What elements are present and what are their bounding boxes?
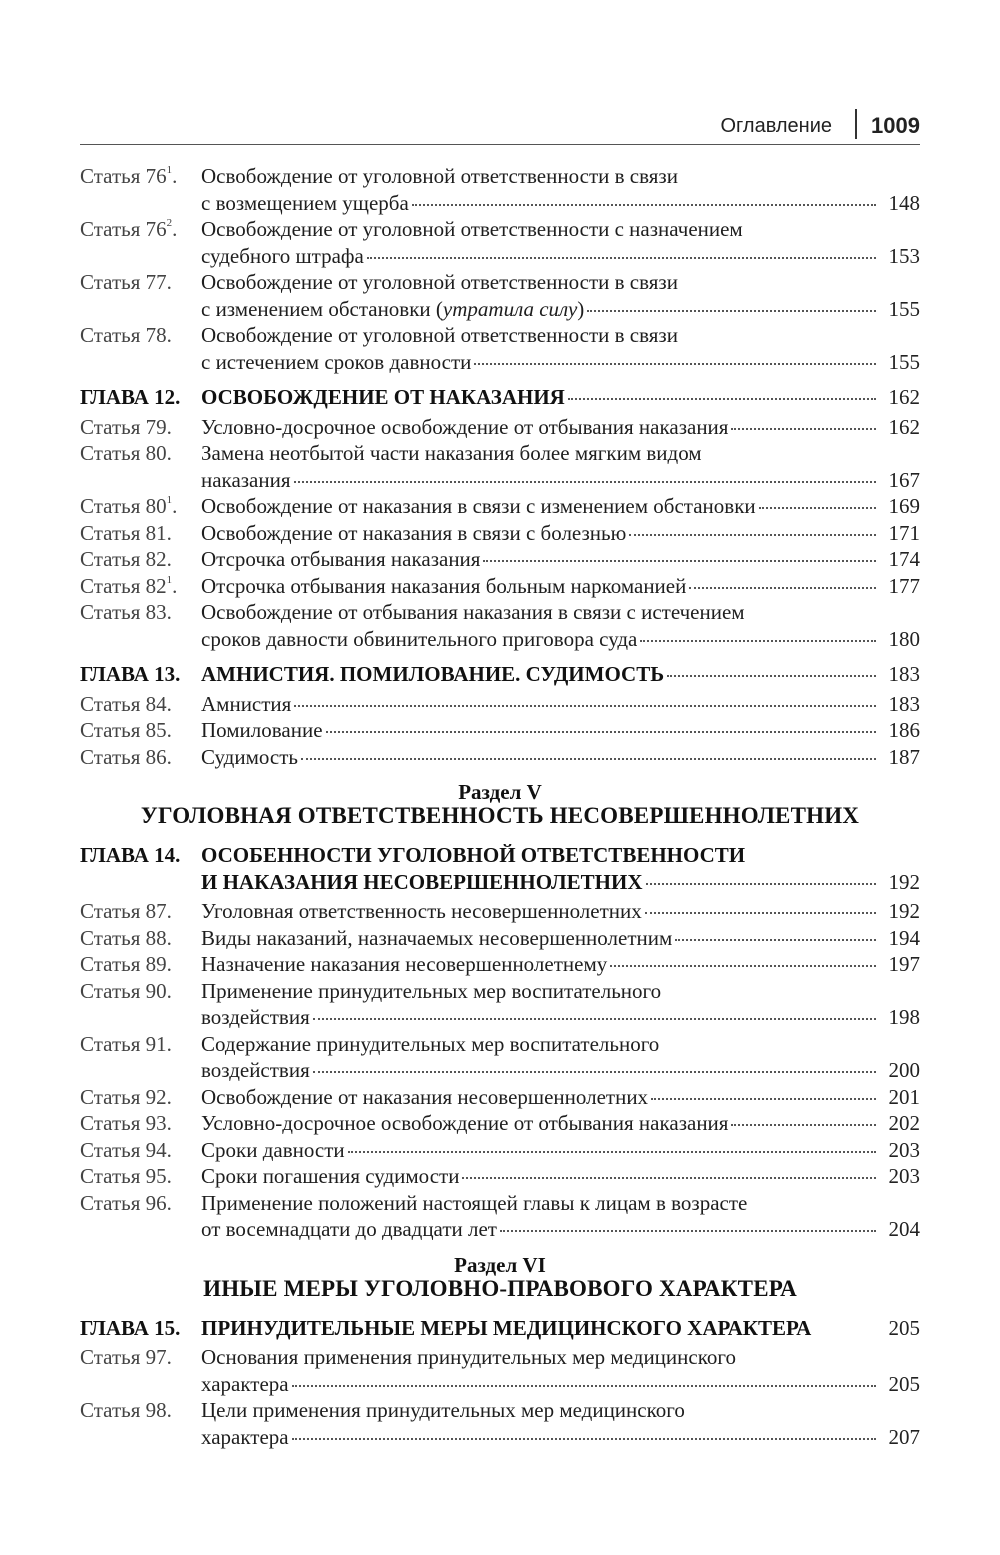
entry-title [201,440,920,493]
entry-title-last-line [201,1004,920,1031]
dot-leader [645,911,876,914]
page-number: 203 [888,1137,920,1162]
dot-leader [689,586,876,589]
entry-title-last-line [201,626,920,653]
article-label: Статья 98. [80,1398,172,1422]
article-label: Статья 81. [80,520,172,545]
article-label: Статья 96. [80,1190,172,1215]
article-label: Статья 80. [80,441,172,465]
page-number: 202 [888,1111,920,1135]
article-label: Статья 95. [80,1164,172,1188]
page-number: 192 [888,899,920,923]
entry-title [201,691,920,718]
toc-article[interactable] [80,520,920,547]
page-number: 200 [888,1058,920,1082]
dot-leader [313,1070,876,1073]
section-heading [40,1253,960,1301]
page-number: 153 [888,243,920,268]
entry-title [201,269,920,322]
page-number: 183 [888,691,920,716]
dot-leader [675,938,876,941]
dot-leader [651,1097,876,1100]
article-label: Статья 90. [80,978,172,1003]
toc-article[interactable] [80,1163,920,1190]
entry-title-text: с изменением обстановки (утратила силу) [201,296,585,321]
entry-title-last-line [201,520,920,547]
toc-article[interactable] [80,269,920,322]
article-label: Статья 93. [80,1111,172,1135]
entry-title-last-line [201,1057,920,1084]
entry-title-last-line [201,414,920,441]
dot-leader [731,1123,876,1126]
page-number: 162 [888,385,920,409]
entry-title-last-line [201,190,920,217]
entry-title [201,842,920,895]
article-label: Статья 85. [80,718,172,742]
toc-article[interactable] [80,1110,920,1137]
article-label: Статья 84. [80,691,172,716]
page-number: 192 [888,869,920,894]
toc-article[interactable] [80,691,920,718]
page-number: 180 [888,626,920,651]
entry-title-text: Условно-досрочное освобождение от отбывания наказания [201,414,729,439]
entry-title-text: Условно-досрочное освобождение от отбывания наказания [201,1111,729,1135]
entry-title [201,322,920,375]
toc-chapter[interactable] [80,661,920,688]
chapter-label: ГЛАВА 14. [80,843,181,867]
article-label: Статья 79. [80,414,172,439]
entry-title-text: характера [201,1424,289,1449]
dot-leader [292,1384,876,1387]
article-label: Статья 91. [80,1031,172,1056]
article-label: Статья 86. [80,744,172,769]
toc-article[interactable] [80,951,920,978]
entry-title [201,599,920,652]
page-number: 174 [888,547,920,571]
entry-title-last-line [201,1371,920,1398]
chapter-label: ГЛАВА 13. [80,662,181,686]
article-label: Статья 77. [80,270,172,294]
entry-title-last-line [201,493,920,520]
entry-title [201,573,920,600]
page-number: 201 [888,1084,920,1109]
toc-chapter[interactable] [80,842,920,895]
entry-title-last-line [201,349,920,376]
toc-article[interactable] [80,440,920,493]
toc-chapter[interactable] [80,384,920,411]
page-number: 205 [888,1371,920,1396]
entry-title-line: Основания применения принудительных мер медицинского [201,1345,736,1369]
entry-title [201,1137,920,1164]
entry-title-line: ОСОБЕННОСТИ УГОЛОВНОЙ ОТВЕТСТВЕННОСТИ [201,843,746,867]
toc-article[interactable] [80,414,920,441]
dot-leader [610,964,876,967]
toc-article[interactable] [80,599,920,652]
dot-leader [640,639,876,642]
entry-title-last-line [201,898,920,925]
dot-leader [294,704,876,707]
entry-title-last-line [201,869,920,896]
entry-title-last-line [201,1163,920,1190]
article-label: Статья 94. [80,1137,172,1162]
toc-article[interactable] [80,546,920,573]
entry-title-last-line [201,925,920,952]
entry-title-last-line [201,1084,920,1111]
entry-title [201,717,920,744]
page-number: 186 [888,718,920,742]
page-number: 155 [888,296,920,321]
entry-title-text: И НАКАЗАНИЯ НЕСОВЕРШЕННОЛЕТНИХ [201,869,643,894]
entry-title [201,951,920,978]
section-number: Раздел VI [454,1252,546,1277]
entry-title [201,661,920,688]
entry-title-last-line [201,296,920,323]
entry-title-text: судебного штрафа [201,243,364,268]
entry-title-line: Содержание принудительных мер воспитательного [201,1031,660,1056]
article-label: Статья 89. [80,952,172,976]
dot-leader [587,309,876,312]
entry-title-last-line [201,546,920,573]
dot-leader [759,506,876,509]
entry-title-last-line [201,1216,920,1243]
entry-title-text: АМНИСТИЯ. ПОМИЛОВАНИЕ. СУДИМОСТЬ [201,662,665,686]
entry-title-text: Уголовная ответственность несовершеннолетних [201,899,642,923]
entry-title-text: с истечением сроков давности [201,349,472,374]
dot-leader [412,203,876,206]
entry-title [201,744,920,771]
page-number: 205 [888,1315,920,1340]
page-number: 171 [888,520,920,545]
entry-title [201,925,920,952]
entry-title-last-line [201,467,920,494]
toc-article[interactable] [80,322,920,375]
entry-title [201,216,920,269]
entry-title-text: Отсрочка отбывания наказания больным наркоманией [201,573,687,598]
page-number: 162 [888,414,920,439]
dot-leader [326,730,876,733]
entry-title-line: Применение положений настоящей главы к лицам в возрасте [201,1190,748,1215]
entry-title [201,163,920,216]
entry-title-text: характера [201,1371,289,1396]
entry-title-last-line [201,717,920,744]
entry-title-text: Освобождение от наказания в связи с изменением обстановки [201,494,756,518]
article-label: Статья $80^1$. [80,494,178,518]
article-label: Статья 88. [80,925,172,950]
article-label: Статья 78. [80,323,172,347]
chapter-label: ГЛАВА 12. [80,385,181,409]
entry-title-line: Освобождение от отбывания наказания в связи с истечением [201,600,745,624]
entry-title [201,546,920,573]
article-label: Статья $76^1$. [80,164,178,188]
section-heading [40,780,960,828]
toc-article[interactable] [80,1031,920,1084]
entry-title [201,1110,920,1137]
article-label: Статья $76^2$. [80,217,178,241]
entry-title-line: Освобождение от уголовной ответственности в связи [201,270,678,294]
dot-leader [814,1330,876,1331]
chapter-label: ГЛАВА 15. [80,1315,181,1340]
page-number: 183 [888,662,920,686]
entry-title-last-line [201,1137,920,1164]
dot-leader [629,533,876,536]
page-number: 197 [888,952,920,976]
table-of-contents [80,163,920,1450]
page-number: 167 [888,467,920,492]
page-number: 207 [888,1424,920,1449]
page-number: 177 [888,573,920,598]
toc-article[interactable] [80,163,920,216]
header-rule [80,144,920,145]
dot-leader [483,559,876,562]
dot-leader [474,362,876,365]
entry-title-line: Освобождение от уголовной ответственности в связи [201,323,678,347]
header-page-number: 1009 [871,113,920,138]
entry-title [201,493,920,520]
entry-title-text: сроков давности обвинительного приговора суда [201,626,638,651]
page-number: 204 [888,1217,920,1241]
entry-title [201,1315,920,1342]
dot-leader [313,1017,876,1020]
entry-title-last-line [201,951,920,978]
dot-leader [348,1150,876,1153]
toc-article[interactable] [80,573,920,600]
toc-article[interactable] [80,1137,920,1164]
entry-title-last-line [201,384,920,411]
toc-article[interactable] [80,744,920,771]
toc-article[interactable] [80,1084,920,1111]
article-label: Статья 97. [80,1345,172,1369]
toc-article[interactable] [80,1190,920,1243]
entry-title-text: Освобождение от наказания несовершеннолетних [201,1084,649,1109]
entry-title [201,414,920,441]
entry-title-text: воздействия [201,1058,310,1082]
page-number: 187 [888,744,920,769]
entry-title-last-line [201,573,920,600]
article-label: Статья 83. [80,600,172,624]
entry-title-line: Применение принудительных мер воспитательного [201,978,662,1003]
page-number: 169 [888,494,920,518]
page-number: 198 [888,1005,920,1029]
entry-title-last-line [201,243,920,270]
dot-leader [667,674,876,677]
entry-title-text: Отсрочка отбывания наказания [201,547,481,571]
entry-title-line: Освобождение от уголовной ответственности с назначением [201,217,743,241]
entry-title-text: наказания [201,467,291,492]
dot-leader [500,1229,876,1232]
entry-title-last-line [201,1110,920,1137]
toc-chapter[interactable] [80,1315,920,1342]
page-number: 203 [888,1164,920,1188]
article-label: Статья 87. [80,899,172,923]
dot-leader [294,480,876,483]
entry-title [201,384,920,411]
article-label: Статья 82. [80,547,172,571]
toc-article[interactable] [80,1344,920,1397]
dot-leader [646,882,877,885]
entry-title-text: Сроки давности [201,1137,345,1162]
toc-article[interactable] [80,493,920,520]
entry-title-text: от восемнадцати до двадцати лет [201,1217,497,1241]
toc-article[interactable] [80,216,920,269]
dot-leader [301,757,876,760]
entry-title-text: Виды наказаний, назначаемых несовершеннолетним [201,925,673,950]
entry-title [201,1397,920,1450]
entry-title [201,1163,920,1190]
section-name: УГОЛОВНАЯ ОТВЕТСТВЕННОСТЬ НЕСОВЕРШЕННОЛЕТНИХ [140,803,860,828]
entry-title-text: ПРИНУДИТЕЛЬНЫЕ МЕРЫ МЕДИЦИНСКОГО ХАРАКТЕРА [201,1315,812,1340]
toc-article[interactable] [80,978,920,1031]
page-number: 194 [888,925,920,950]
entry-title-last-line [201,691,920,718]
toc-article[interactable] [80,1397,920,1450]
entry-title [201,978,920,1031]
entry-title-line: Цели применения принудительных мер медицинского [201,1398,685,1422]
dot-leader [462,1176,876,1179]
dot-leader [731,427,876,430]
dot-leader [568,397,876,400]
entry-title [201,1084,920,1111]
entry-title-text: Судимость [201,744,298,769]
entry-title [201,520,920,547]
section-number: Раздел V [458,780,542,804]
entry-title-text: Амнистия [201,691,292,716]
article-label: Статья 92. [80,1084,172,1109]
page-number: 148 [888,190,920,215]
entry-title-last-line [201,661,920,688]
entry-title [201,898,920,925]
entry-title-text: Помилование [201,718,323,742]
entry-title-text: ОСВОБОЖДЕНИЕ ОТ НАКАЗАНИЯ [201,385,565,409]
header-title: Оглавление [720,115,832,137]
page-number: 155 [888,349,920,374]
entry-title-line: Замена неотбытой части наказания более мягким видом [201,441,702,465]
entry-title-last-line [201,1424,920,1451]
article-label: Статья $82^1$. [80,573,178,598]
entry-title-last-line [201,1315,920,1342]
dot-leader [292,1437,876,1440]
entry-title [201,1190,920,1243]
entry-title-text: Назначение наказания несовершеннолетнему [201,952,608,976]
toc-article[interactable] [80,925,920,952]
toc-article[interactable] [80,898,920,925]
entry-title [201,1344,920,1397]
entry-title-text: Освобождение от наказания в связи с болезнью [201,520,627,545]
entry-title-last-line [201,744,920,771]
dot-leader [367,256,876,259]
running-header [80,113,920,139]
section-name: ИНЫЕ МЕРЫ УГОЛОВНО-ПРАВОВОГО ХАРАКТЕРА [203,1275,797,1301]
entry-title-text: с возмещением ущерба [201,190,409,215]
entry-title-text: воздействия [201,1005,310,1029]
entry-title-text: Сроки погашения судимости [201,1164,460,1188]
header-separator [855,109,857,139]
entry-title-line: Освобождение от уголовной ответственности в связи [201,164,678,188]
toc-article[interactable] [80,717,920,744]
entry-title [201,1031,920,1084]
